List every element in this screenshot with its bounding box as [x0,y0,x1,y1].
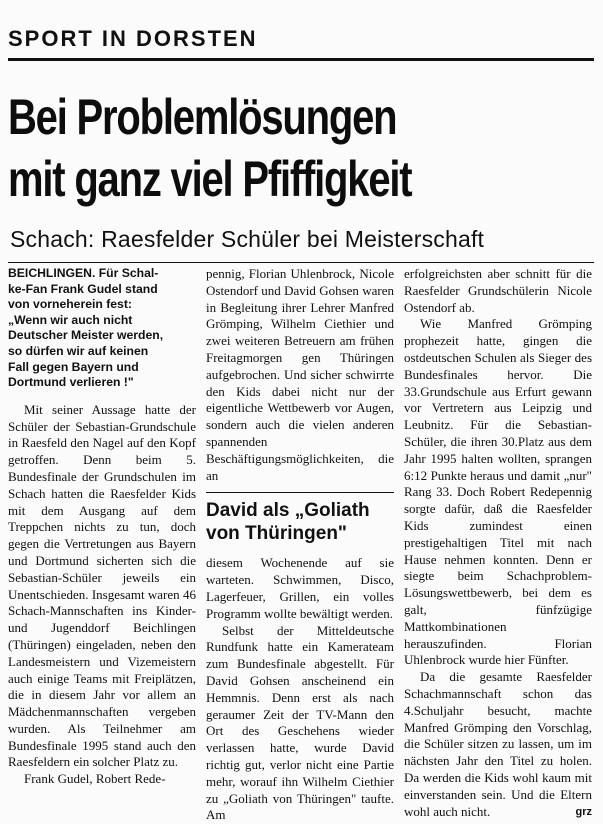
crosshead [206,499,394,545]
lead-line: Fall gegen Bayern und [8,359,139,374]
section-title: SPORT IN DORSTEN [8,26,258,51]
body-paragraph: erfolgreichsten aber schnitt für die Raesfelder Grundschülerin Nicole Ostendorf ab. [404,266,592,315]
subhead-rule [8,262,594,263]
body-paragraph: Selbst der Mitteldeutsche Rundfunk hatte ein Kamerateam zum Bundesfinale abgestellt. Für David Gohsen anscheinend ein Hemmnis. Denn erst als nach geraumer Zeit der TV-Mann den Ort des Geschehens wieder verlassen hatte, wurde David richtig gut, verlor nicht eine Partie mehr, worauf ihn Wilhelm Ciethier zu „Goliath von Thüringen" taufte. Am [206,622,394,823]
body-paragraph: diesem Wochenende auf sie warteten. Schwimmen, Disco, Lagerfeuer, Grillen, ein volles Programm wollte bewältigt werden. [206,555,394,621]
section-rule [8,58,594,61]
headline-line-1: Bei Problemlösungen [8,89,397,145]
lead-line: so dürfen wir auf keinen [8,343,149,358]
lead-line: von vorneherein fest: [8,297,132,312]
article-column-3 [404,266,592,821]
crosshead-line: von Thüringen" [206,523,347,545]
body-paragraph: Frank Gudel, Robert Rede- [24,771,166,787]
subheadline: Schach: Raesfelder Schüler bei Meisterschaft [10,226,485,252]
lead-line: ke-Fan Frank Gudel stand [8,281,158,296]
lead-line: Dortmund verlieren !" [8,375,134,390]
body-paragraph: pennig, Florian Uhlenbrock, Nicole Ostendorf und David Gohsen waren in Begleitung ihrer Lehrer Manfred Grömping, Wilhelm Ciethier und zwei weiteren Betreuern am frühen Freitagmorgen gen Thüringen aufgebrochen. Und sicher schwirrte den Kids dabei nicht nur der eigentliche Wettbewerb vor Augen, sondern auch die vielen anderen spannenden Beschäftigungsmöglichkeiten, die an [206,266,394,483]
article-column-1 [8,266,196,788]
body-paragraph: Da die gesamte Raesfelder Schachmannschaft schon das 4.Schuljahr besucht, machte Manfred Grömping den Vorschlag, die Schüler sitzen zu lassen, um im nächsten Jahr den Titel zu holen. Da werden die Kids wohl kaum mit einverstanden sein. Und die Eltern wohl auch nicht. [404,669,592,819]
body-paragraph: Wie Manfred Grömping prophezeit hatte, gingen die ostdeutschen Schulen als Sieger des Bundesfinales hervor. Die 33.Grundschule aus Erfurt gewann vor Vertretern aus Leipzig und Leubnitz. Für die Sebastian-Schüler, die ihren 30.Platz aus dem Jahr 1995 halten wollten, sprangen 6:12 Punkte heraus und damit „nur" Rang 33. Doch Robert Redepennig sorgte dafür, daß die Raesfelder Kids zumindest einen prestigehaltigen Titel mit nach Hause nehmen konnten. Denn er siegte beim Schachproblem-Lösungswettbewerb, bei dem es galt, fünfzügige Mattkombinationen herauszufinden. Florian Uhlenbrock wurde hier Fünfter. [404,316,592,668]
article-column-2 [206,266,394,824]
crosshead-line: David als „Goliath [206,500,370,522]
lead-line: BEICHLINGEN. Für Schal- [8,266,159,280]
headline-line-2: mit ganz viel Pfiffigkeit [8,151,412,207]
body-paragraph: Mit seiner Aussage hatte der Schüler der Sebastian-Grundschule in Raesfeld den Nagel auf den Kopf getroffen. Denn beim 5. Bundesfinale der Grundschulen im Schach hatten die Raesfelder Kids mit dem Ausgang auf dem Treppchen nichts zu tun, doch gegen die Vertretungen aus Bayern und Dortmund sicherten sich die Sebastian-Schüler jeweils ein Unentschieden. Insgesamt waren 46 Schach-Mannschaften ins Kinder- und Jugenddorf Beichlingen (Thüringen) eingeladen, neben den Landesmeistern und Vizemeistern auch einige Teams mit Freiplätzen, die in diesem Jahr vor allem an Mädchenmannschaften vergeben wurden. Als Teilnehmer am Bundesfinale 1995 stand auch den Raesfeldern ein solcher Platz zu. [8,401,196,770]
lead-paragraph [8,266,196,391]
crosshead-rule [206,492,394,493]
lead-line: „Wenn wir auch nicht [8,312,133,327]
author-signature: grz [575,806,592,819]
lead-line: Deutscher Meister werden, [8,328,164,343]
